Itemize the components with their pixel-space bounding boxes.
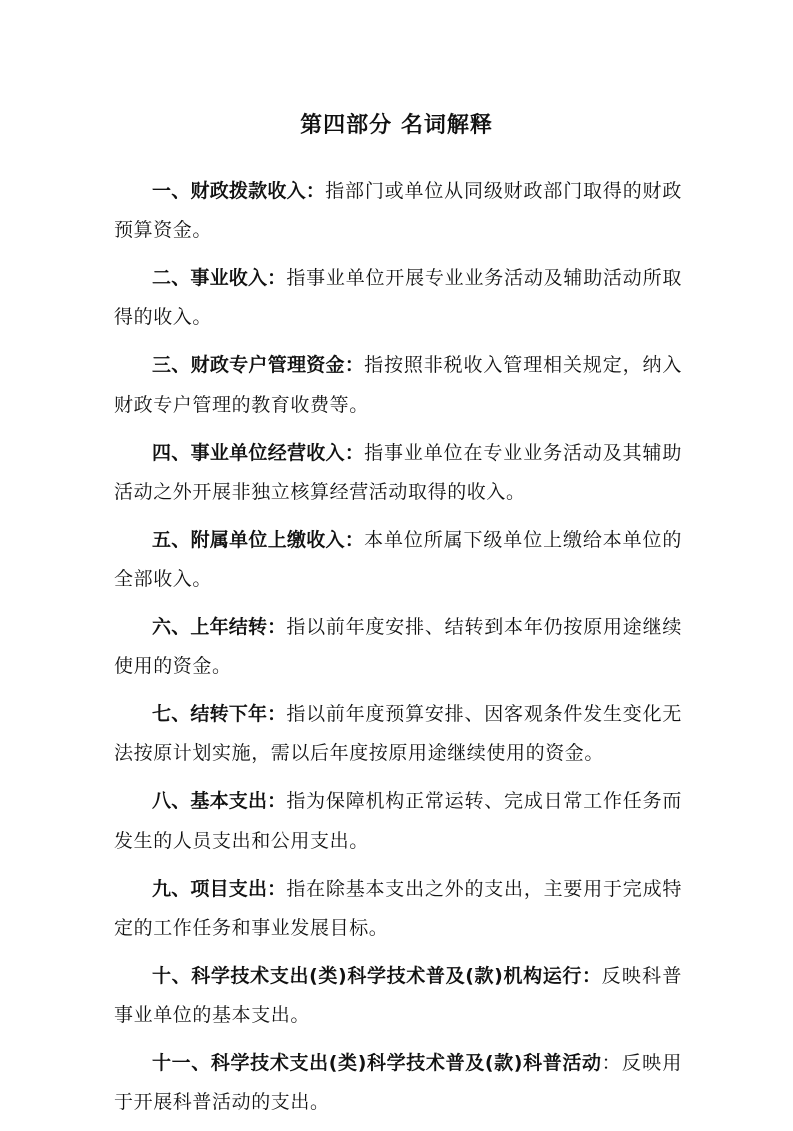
glossary-definition: 指以前年度安排、结转到本年仍按原用途继续使用的资金。	[114, 616, 682, 678]
glossary-item	[114, 346, 682, 424]
glossary-definition: 本单位所属下级单位上缴给本单位的全部收入。	[114, 528, 682, 591]
glossary-term: 九、项目支出：	[152, 877, 287, 900]
glossary-definition: 指在除基本支出之外的支出，主要用于完成特定的工作任务和事业发展目标。	[114, 877, 682, 939]
glossary-item	[114, 434, 682, 512]
glossary-term: 十、科学技术支出(类)科学技术普及(款)机构运行：	[152, 964, 602, 987]
glossary-term: 三、财政专户管理资金：	[152, 354, 365, 377]
glossary-definition: ：反映用于开展科普活动的支出。	[114, 1052, 682, 1114]
glossary-item	[114, 1044, 682, 1122]
glossary-item	[114, 521, 682, 599]
glossary-definition: 指事业单位开展专业业务活动及辅助活动所取得的收入。	[114, 267, 682, 329]
glossary-term: 二、事业收入：	[152, 267, 287, 290]
glossary-list	[114, 172, 682, 1131]
glossary-term: 六、上年结转：	[152, 616, 287, 639]
glossary-item	[114, 172, 682, 250]
glossary-definition: 指按照非税收入管理相关规定，纳入财政专户管理的教育收费等。	[114, 354, 682, 416]
glossary-term: 五、附属单位上缴收入：	[152, 528, 365, 551]
glossary-item	[114, 870, 682, 948]
glossary-definition: 指事业单位在专业业务活动及其辅助活动之外开展非独立核算经营活动取得的收入。	[114, 441, 682, 503]
glossary-definition: 反映科普事业单位的基本支出。	[114, 964, 682, 1027]
glossary-item	[114, 957, 682, 1035]
glossary-term: 一、财政拨款收入：	[152, 180, 326, 202]
glossary-definition: 指部门或单位从同级财政部门取得的财政预算资金。	[114, 180, 682, 242]
glossary-term: 七、结转下年：	[152, 703, 287, 726]
page-title: 第四部分 名词解释	[300, 113, 493, 138]
glossary-item	[114, 608, 682, 686]
glossary-definition: 指以前年度预算安排、因客观条件发生变化无法按原计划实施，需以后年度按原用途继续使用的资金。	[114, 703, 682, 765]
glossary-item	[114, 782, 682, 860]
glossary-term: 十一、科学技术支出(类)科学技术普及(款)科普活动	[152, 1052, 602, 1075]
glossary-item	[114, 259, 682, 337]
glossary-term: 八、基本支出：	[152, 790, 287, 813]
glossary-item	[114, 695, 682, 773]
glossary-term: 四、事业单位经营收入：	[152, 441, 365, 464]
glossary-definition: 指为保障机构正常运转、完成日常工作任务而发生的人员支出和公用支出。	[114, 790, 682, 852]
